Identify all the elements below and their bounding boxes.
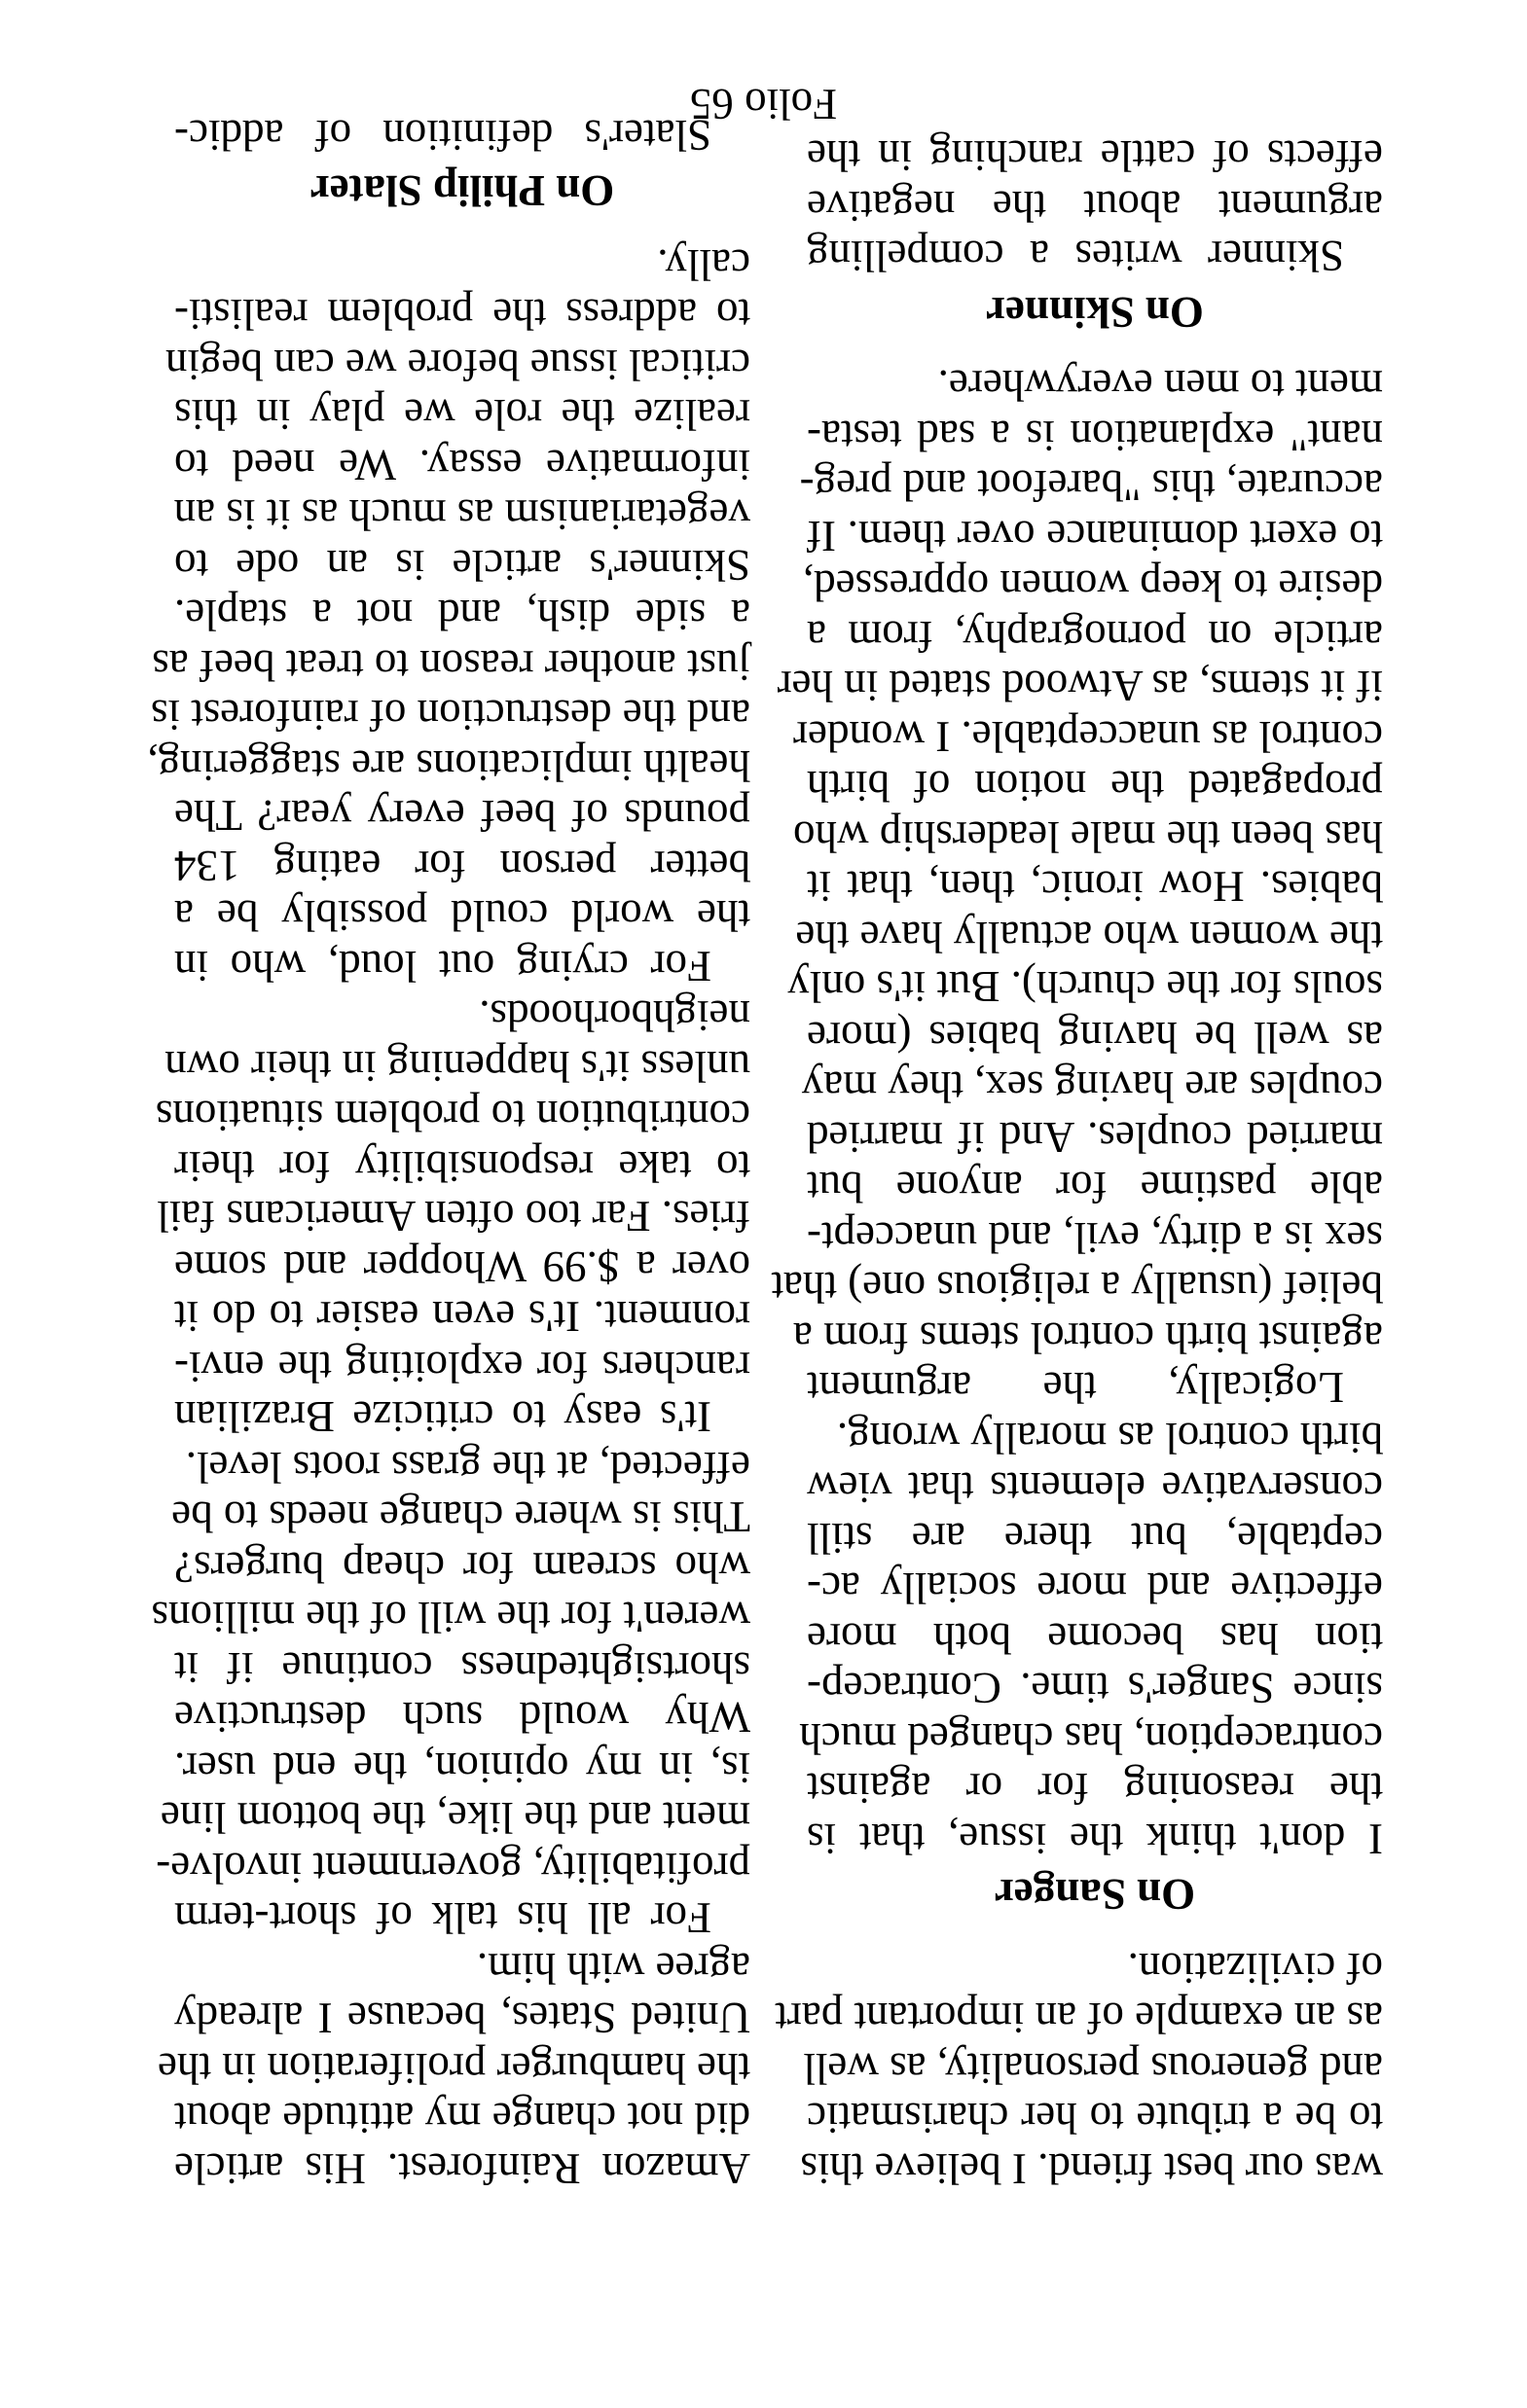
text-line: since Sanger's time. Contracep- [807,1664,1383,1713]
text-line: conservative elements that view [807,1463,1383,1513]
text-line: pounds of beef every year? The [174,791,750,841]
text-line: the hamburger proliferation in the [158,2044,750,2093]
text-line: did not change my attitude about [174,2094,750,2143]
text-line: birth control as morally wrong. [836,1414,1383,1462]
text-line: married couples. And if married [807,1113,1383,1162]
right-column [147,110,750,2194]
text-line: contribution to problem situations [155,1092,750,1141]
text-line: propagated the notion of birth [807,762,1383,811]
text-line: Logically, the argument [807,1363,1344,1413]
text-line: cally. [657,240,750,289]
text-line: the women who actually have the [795,913,1383,961]
text-line: if it stems, as Atwood stated in her [777,662,1383,711]
text-line: ranchers for exploiting the envi- [174,1343,750,1391]
text-line: babies. How ironic, then, that it [807,862,1383,912]
text-line: For all his talk of short-term [174,1893,711,1943]
left-column [771,130,1383,2193]
text-line: able pastime for anyone but [807,1163,1383,1212]
text-line: health implications are staggering, [147,741,750,790]
text-line: ment to men everywhere. [937,361,1383,411]
text-line: United States, because I already [174,1994,750,2043]
text-line: belief (usually a religious one) that [771,1263,1383,1312]
text-line: argument about the negative [807,182,1383,231]
text-line: weren't for the will of the millions [151,1593,750,1642]
text-line: to take responsibility for their [174,1142,750,1191]
text-line: article on pornography, from a [807,612,1383,661]
section-heading-skinner: On Skinner [986,288,1204,337]
text-line: as an example of an important part [775,1994,1383,2043]
text-line: sex is a dirty, evil, and unaccept- [807,1213,1383,1262]
text-line: better person for eating 134 [174,842,750,890]
section-heading-slater: On Philip Slater [309,166,615,216]
text-line: shortsightedness continue if it [174,1643,750,1692]
text-line: effects of cattle ranching in the [807,131,1383,181]
section-heading-sanger: On Sanger [994,1870,1196,1920]
text-line: as well be having babies (more [807,1013,1383,1061]
text-line: It's easy to criticize Brazilian [174,1392,711,1442]
text-line: to be a tribute to her charismatic [807,2094,1383,2143]
text-line: fries. Far too often Americans fail [157,1192,750,1241]
text-line: effective and more socially ac- [807,1563,1383,1613]
text-line: For crying out loud, who in [174,942,711,990]
text-line: accurate, this "barefoot and preg- [799,461,1383,511]
text-line: against birth control stems from a [792,1313,1383,1362]
text-line: who scream for cheap burgers? [174,1543,750,1592]
text-line: Skinner's article is an ode to [174,541,750,590]
text-line: Why would such destructive [174,1693,750,1743]
text-line: has been the male leadership who [792,812,1383,861]
folio-number: Folio 65 [689,80,838,128]
text-line: This is where change needs to be [171,1492,750,1542]
text-line: to address the problem realisti- [174,290,750,340]
text-line: Skinner writes a compelling [807,232,1344,281]
text-line: agree with him. [476,1944,750,1993]
text-line: couples are having sex, they may [801,1062,1383,1112]
text-line: and the destruction of rainforest is [150,691,750,740]
text-line: effected, at the grass roots level. [185,1443,750,1492]
text-line: profitability, government involve- [156,1844,750,1892]
text-line: the world could possibly be a [174,891,750,941]
text-line: desire to keep women oppressed, [802,561,1383,611]
text-line: souls for the church). But it's only [787,962,1383,1012]
text-line: unless it's happening in their own [164,1042,750,1091]
text-line: ceptable, but there are still [807,1514,1383,1563]
text-line: Slater's definition of addic- [174,111,711,160]
text-line: ment and the like, the bottom line [160,1793,750,1843]
text-line: was our best friend. I believe this [800,2144,1383,2193]
text-line: is, in my opinion, the end user. [174,1743,750,1792]
text-line: Amazon Rainforest. His article [174,2144,750,2193]
text-line: just another reason to treat beef as [152,641,750,690]
text-line: critical issue before we can begin [165,341,750,389]
text-line: ronment. It's even easier to do it [174,1292,750,1342]
text-line: neighborhoods. [479,991,750,1041]
text-line: informative essay. We need to [174,441,750,489]
text-line: vegetarianism as much as it is an [173,490,750,540]
text-line: over a $.99 Whopper and some [174,1242,750,1291]
text-line: contraception, has changed much [799,1714,1383,1763]
text-line: tion has become both more [807,1614,1383,1663]
text-line: control as unacceptable. I wonder [793,712,1383,761]
text-line: of civilization. [1127,1944,1383,1993]
text-line: to exert dominance over them. If [807,512,1383,560]
text-line: and generous personality, as well [803,2044,1383,2093]
text-line: the reasoning for or against [807,1764,1383,1814]
text-line: nant" explanation is a sad testa- [807,412,1383,460]
text-line: a side dish, and not a staple. [174,591,750,640]
text-line: realize the role we play in this [174,390,750,440]
text-line: I don't think the issue, that is [807,1815,1383,1863]
